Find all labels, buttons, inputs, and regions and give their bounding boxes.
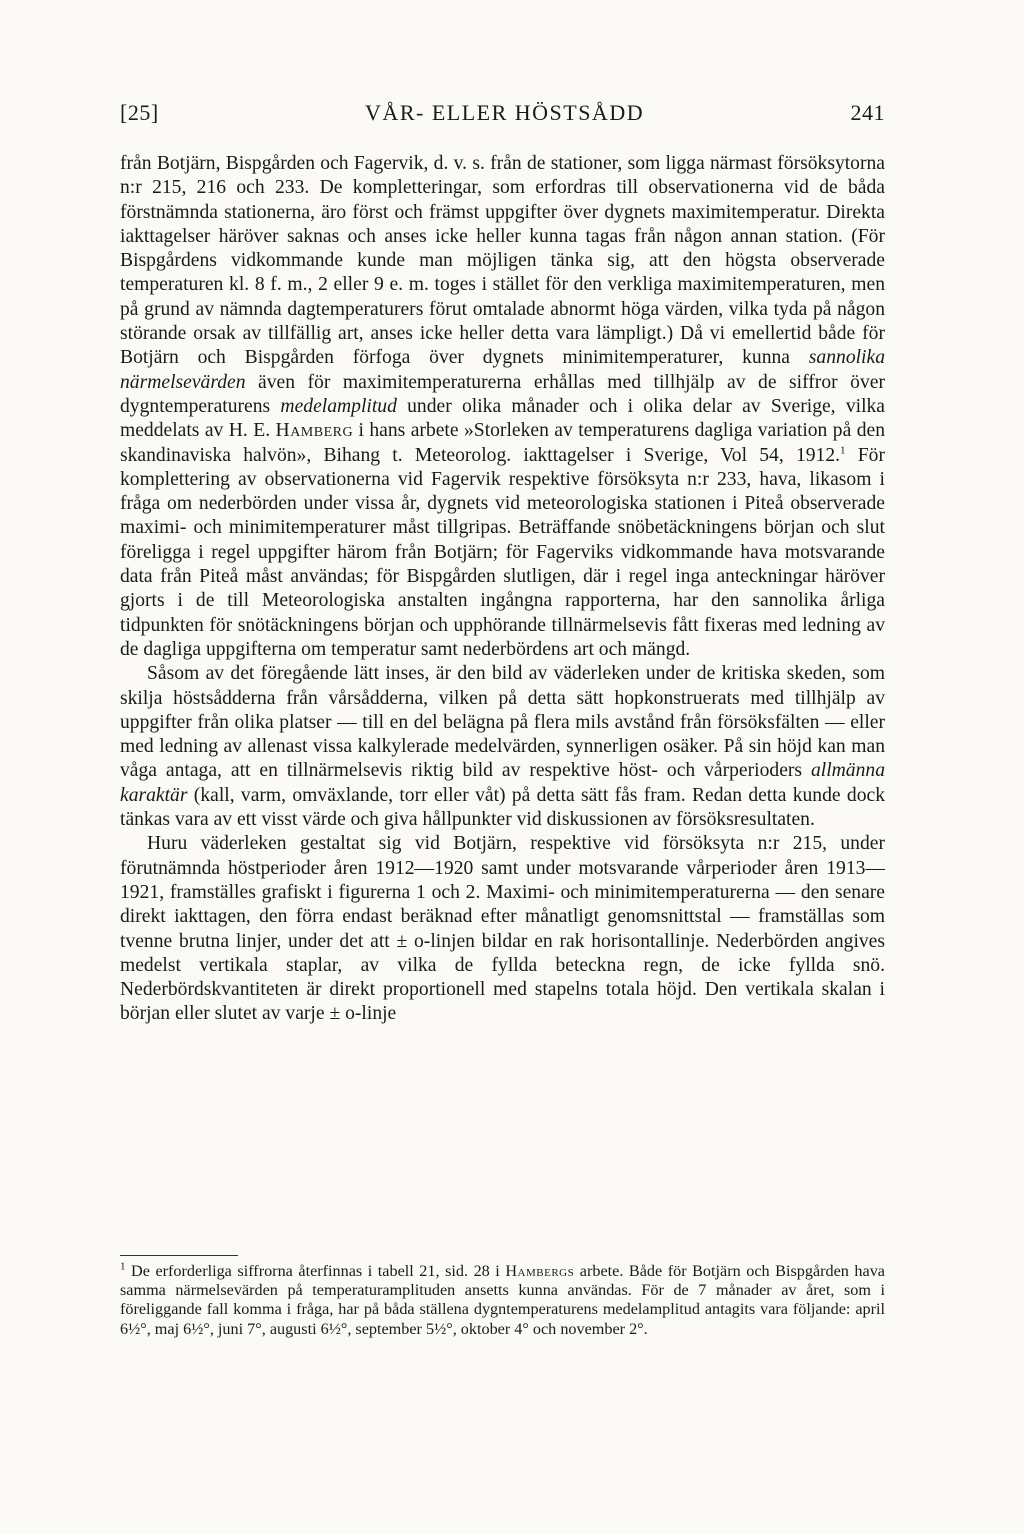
page-reference: [25] <box>120 100 159 125</box>
italic-text: allmänna karaktär <box>120 760 885 806</box>
small-caps-name: Hambergs <box>505 1262 575 1280</box>
running-header <box>120 100 885 126</box>
text-run: Såsom av det föregående lätt inses, är den bild av väderleken under de kritiska skeden, som skilja höstsådderna från vårsådderna, vilken på detta sätt hopkonstruerats med tillhjälp av uppgifter från olika platser — till en del belägna på flera mils avstånd från försöksfälten — eller med ledning av allenast vissa kalkylerade medelvärden, synnerligen osäker. På sin höjd kan man våga antaga, att en tillnärmelsevis riktig bild av respektive höst- och vårperioders <box>120 663 885 782</box>
paragraph <box>120 832 885 1026</box>
text-run: För komplettering av observationerna vid Fagervik respektive försöksyta n:r 233, hava, likasom i fråga om nederbörden under vissa år, dygnets vid meteorologiska stationen i Piteå observerade maximi- och minimitemperaturer måst tillgripas. Beträffande snöbetäckningens början och slut föreligga i regel uppgifter härom från Botjärn; för Fagerviks vidkommande hava motsvarande data från Piteå måst användas; för Bispgården slutligen, där i regel inga anteckningar häröver gjorts i de till Meteorologiska anstalten ingångna rapporterna, har den sannolika årliga tidpunkten för snötäckningens början och upphörande tillnärmelsevis fått fixeras med ledning av de dagliga uppgifterna om temperatur samt nederbördens art och mängd. <box>120 444 885 660</box>
small-caps-name: Hamberg <box>275 420 354 442</box>
text-run: De erforderliga siffrorna återfinnas i tabell 21, sid. 28 i <box>125 1262 506 1280</box>
footnote-divider <box>120 1255 238 1256</box>
page-number: 241 <box>850 100 885 125</box>
text-run: i hans arbete »Storleken av temperaturens dagliga variation på den skandinaviska halvön», Bihang t. Meteorolog. iakttagelser i Sverige, Vol 54, 1912. <box>120 420 885 466</box>
footnote <box>120 1262 885 1339</box>
running-title: VÅR- ELLER HÖSTSÅDD <box>365 100 645 125</box>
footnote-marker: 1 <box>840 444 846 457</box>
italic-text: medelamplitud <box>280 395 397 417</box>
text-run: Huru väderleken gestaltat sig vid Botjärn, respektive vid försöksyta n:r 215, under förutnämnda höstperioder åren 1912—1920 samt under motsvarande vårperioder åren 1913—1921, framställes grafiskt i figurerna 1 och 2. Maximi- och minimitemperaturerna — den senare direkt iakttagen, den förra endast beräknad efter månatligt genomsnittstal — framställas som tvenne brutna linjer, under det att ± o-linjen bildar en rak horisontallinje. Nederbörden angives medelst vertikala staplar, av vilka de fyllda beteckna regn, de icke fyllda snö. Nederbördskvantiteten är direkt proportionell med stapelns totala höjd. Den vertikala skalan i början eller slutet av varje ± o-linje <box>120 833 885 1025</box>
text-run: under olika månader och i olika delar av Sverige, vilka meddelats av H. E. <box>120 395 886 442</box>
text-run: även för maximitemperaturerna erhållas med tillhjälp av de siffror över dygntemperaturens <box>120 371 885 417</box>
paragraph <box>120 662 885 832</box>
footnote-marker: 1 <box>120 1260 126 1273</box>
main-text <box>120 152 885 1027</box>
italic-text: sannolika närmelsevärden <box>120 347 885 393</box>
paragraph <box>120 152 885 662</box>
text-run: från Botjärn, Bispgården och Fagervik, d. v. s. från de stationer, som ligga närmast försöksytorna n:r 215, 216 och 233. De kompletteringar, som erfordras till observationerna vid de båda förstnämnda stationerna, äro först och främst uppgifter över dygnets maximitemperatur. Direkta iakttagelser häröver saknas och anses icke heller kunna tagas från någon annan station. (För Bispgårdens vidkommande kunde man möjligen tänka sig, att den högsta observerade temperaturen kl. 8 f. m., 2 eller 9 e. m. toges i stället för den verkliga maximitemperaturen, men på grund av nämnda dagtemperaturers förut omtalade abnormt höga värden, vilka tyda på någon störande orsak av tillfällig art, anses icke heller detta vara lämpligt.) Då vi emellertid både för Botjärn och Bispgården förfoga över dygnets minimitemperaturer, kunna <box>120 153 885 369</box>
text-run: (kall, varm, omväxlande, torr eller våt) på detta sätt fås fram. Redan detta kunde dock tänkas vara av ett visst värde och giva hållpunkter vid diskussionen av försöksresultaten. <box>120 784 885 831</box>
text-run: arbete. Både för Botjärn och Bispgården hava samma närmelsevärden på temperaturamplituden ansetts kunna användas. För de 7 månader av året, som i föreliggande fall komma i fråga, har på båda ställena dygntemperaturens medelamplitud antagits vara följande: april 6½°, maj 6½°, juni 7°, augusti 6½°, september 5½°, oktober 4° och november 2°. <box>120 1262 885 1338</box>
